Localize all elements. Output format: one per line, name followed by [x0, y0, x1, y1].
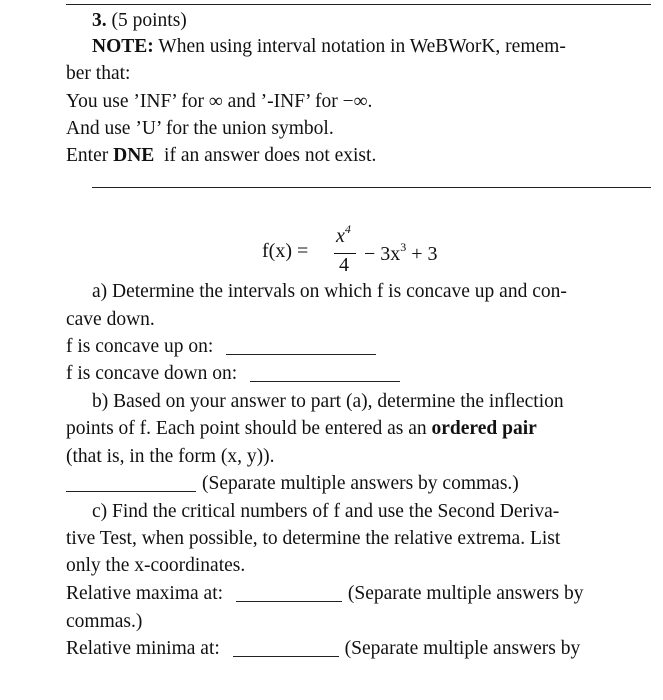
part-b-line2-text: points of f. Each point should be entered as an	[66, 418, 432, 439]
numerator-base: x	[336, 225, 345, 247]
part-c-line2: tive Test, when possible, to determine the relative extrema. List	[66, 528, 561, 549]
numerator-exp: 4	[344, 222, 351, 236]
dne-suffix: if an answer does not exist.	[154, 145, 377, 166]
maxima-label: Relative maxima at:	[66, 583, 224, 604]
note-line-cont: ber that:	[66, 63, 131, 84]
minima-separate-note: (Separate multiple answers by	[344, 638, 581, 659]
formula-denominator: 4	[339, 254, 349, 276]
part-b-line1: b) Based on your answer to part (a), determine the inflection	[92, 391, 564, 412]
part-c-line1: c) Find the critical numbers of f and use the Second Deriva-	[92, 501, 560, 522]
problem-header	[92, 7, 651, 34]
dne-word: DNE	[113, 145, 155, 166]
part-a-line2: cave down.	[66, 309, 155, 330]
maxima-answer-blank[interactable]	[236, 583, 342, 602]
inflection-row	[66, 470, 651, 497]
concave-down-answer-blank[interactable]	[250, 363, 400, 382]
dne-line	[66, 142, 651, 169]
concave-up-answer-blank[interactable]	[226, 336, 376, 355]
concave-down-label: f is concave down on:	[66, 363, 238, 384]
maxima-note-cont: commas.)	[66, 611, 143, 632]
section-rule	[92, 187, 651, 188]
maxima-separate-note: (Separate multiple answers by	[347, 583, 584, 604]
part-a-line1: a) Determine the intervals on which f is concave up and con-	[92, 281, 567, 302]
top-rule	[66, 4, 651, 5]
maxima-row	[66, 580, 651, 607]
inf-line: You use ’INF’ for ∞ and ’-INF’ for −∞.	[66, 91, 373, 112]
inflection-answer-blank[interactable]	[66, 473, 196, 492]
note-label: NOTE:	[92, 36, 154, 57]
part-b-line3: (that is, in the form (x, y)).	[66, 446, 275, 467]
dne-prefix: Enter	[66, 145, 114, 166]
part-c-line3: only the x-coordinates.	[66, 555, 246, 576]
problem-number: 3.	[92, 10, 107, 31]
concave-down-row	[66, 360, 651, 387]
formula-numerator	[336, 222, 351, 248]
rest-a: − 3x	[364, 243, 401, 265]
formula-fx: f(x) =	[262, 240, 309, 262]
rest-exp: 3	[400, 240, 407, 254]
formula-rest	[364, 240, 438, 266]
ordered-pair-term: ordered pair	[431, 418, 537, 439]
minima-label: Relative minima at:	[66, 638, 220, 659]
union-line: And use ’U’ for the union symbol.	[66, 118, 334, 139]
minima-answer-blank[interactable]	[233, 638, 339, 657]
concave-up-row	[66, 333, 651, 360]
concave-up-label: f is concave up on:	[66, 336, 214, 357]
note-text: When using interval notation in WeBWorK, remem-	[153, 36, 566, 57]
minima-row	[66, 635, 651, 662]
note-line	[92, 33, 651, 60]
part-b-line2	[66, 415, 651, 442]
inflection-separate-note: (Separate multiple answers by commas.)	[202, 473, 519, 494]
rest-b: + 3	[406, 243, 438, 265]
problem-points: (5 points)	[111, 10, 187, 31]
